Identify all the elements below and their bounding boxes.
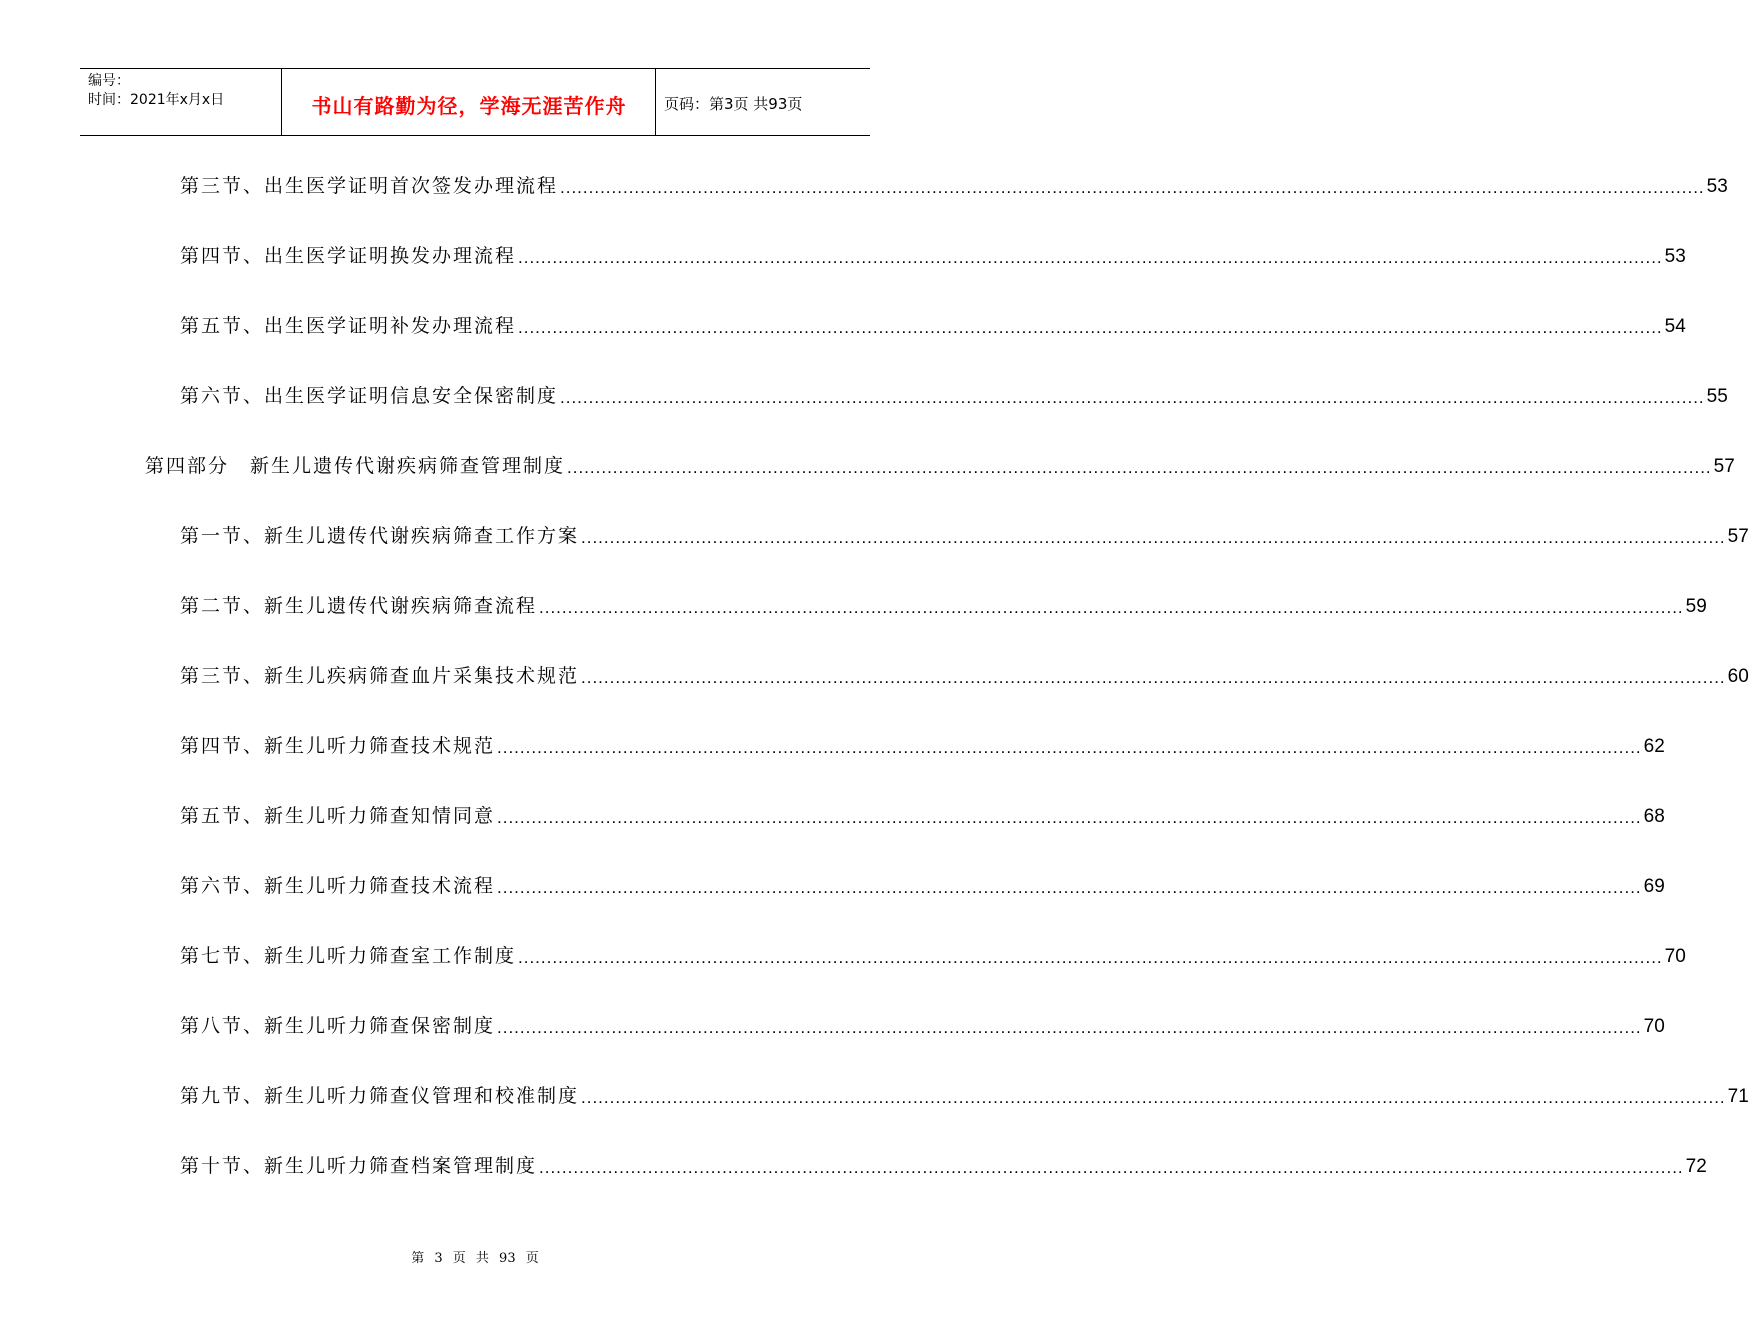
toc-dot-leader: ........................................................................................................................................................................................................	[497, 1018, 1642, 1037]
toc-entry-title: 第四部分 新生儿遗传代谢疾病筛查管理制度	[145, 455, 566, 477]
toc-entry-title: 第一节、新生儿遗传代谢疾病筛查工作方案	[180, 525, 580, 547]
page-footer: 第 3 页 共 93 页	[411, 1251, 539, 1266]
toc-dot-leader: ........................................................................................................................................................................................................	[539, 598, 1684, 617]
toc-entry[interactable]	[180, 798, 1665, 828]
toc-entry[interactable]	[180, 238, 1686, 268]
toc-entry[interactable]	[180, 1008, 1665, 1038]
toc-entry[interactable]	[180, 1148, 1707, 1178]
toc-entry-page: 55	[1706, 386, 1728, 407]
toc-entry-title: 第三节、新生儿疾病筛查血片采集技术规范	[180, 665, 580, 687]
toc-entry-title: 第五节、出生医学证明补发办理流程	[180, 315, 517, 337]
toc-dot-leader: ........................................................................................................................................................................................................	[581, 1088, 1726, 1107]
toc-entry[interactable]	[180, 658, 1749, 688]
toc-entry[interactable]	[180, 868, 1665, 898]
toc-entry-title: 第七节、新生儿听力筛查室工作制度	[180, 945, 517, 967]
toc-entry-page: 72	[1685, 1156, 1707, 1177]
toc-dot-leader: ........................................................................................................................................................................................................	[560, 178, 1705, 197]
toc-entry[interactable]	[180, 308, 1686, 338]
toc-entry-page: 59	[1685, 596, 1707, 617]
toc-entry-page: 57	[1727, 526, 1749, 547]
toc-entry-title: 第十节、新生儿听力筛查档案管理制度	[180, 1155, 538, 1177]
toc-dot-leader: ........................................................................................................................................................................................................	[518, 318, 1663, 337]
toc-entry-page: 60	[1727, 666, 1749, 687]
toc-dot-leader: ........................................................................................................................................................................................................	[539, 1158, 1684, 1177]
toc-dot-leader: ........................................................................................................................................................................................................	[518, 248, 1663, 267]
toc-entry[interactable]	[180, 938, 1686, 968]
toc-entry-title: 第六节、新生儿听力筛查技术流程	[180, 875, 496, 897]
toc-entry-page: 70	[1664, 946, 1686, 967]
toc-entry-title: 第三节、出生医学证明首次签发办理流程	[180, 175, 559, 197]
toc-entry[interactable]	[180, 588, 1707, 618]
toc-entry-title: 第四节、出生医学证明换发办理流程	[180, 245, 517, 267]
header-page-info: 页码：第3页 共93页	[664, 95, 803, 113]
toc-entry[interactable]	[180, 168, 1728, 198]
toc-dot-leader: ........................................................................................................................................................................................................	[497, 878, 1642, 897]
toc-entry-page: 57	[1713, 456, 1735, 477]
toc-entry-title: 第二节、新生儿遗传代谢疾病筛查流程	[180, 595, 538, 617]
toc-dot-leader: ........................................................................................................................................................................................................	[497, 738, 1642, 757]
toc-entry-page: 68	[1643, 806, 1665, 827]
toc-entry[interactable]	[180, 378, 1728, 408]
toc-dot-leader: ........................................................................................................................................................................................................	[560, 388, 1705, 407]
toc-entry-page: 53	[1706, 176, 1728, 197]
toc-dot-leader: ........................................................................................................................................................................................................	[497, 808, 1642, 827]
toc-entry-page: 70	[1643, 1016, 1665, 1037]
toc-dot-leader: ........................................................................................................................................................................................................	[567, 458, 1712, 477]
toc-entry[interactable]	[180, 1078, 1749, 1108]
toc-entry-page: 71	[1727, 1086, 1749, 1107]
toc-entry-title: 第四节、新生儿听力筛查技术规范	[180, 735, 496, 757]
toc-entry-title: 第九节、新生儿听力筛查仪管理和校准制度	[180, 1085, 580, 1107]
toc-entry-title: 第八节、新生儿听力筛查保密制度	[180, 1015, 496, 1037]
document-time: 时间：2021年x月x日	[88, 92, 225, 108]
toc-dot-leader: ........................................................................................................................................................................................................	[518, 948, 1663, 967]
toc-entry-page: 54	[1664, 316, 1686, 337]
document-number-label: 编号：	[88, 73, 130, 89]
toc-entry-title: 第六节、出生医学证明信息安全保密制度	[180, 385, 559, 407]
toc-entry-page: 62	[1643, 736, 1665, 757]
toc-entry[interactable]	[180, 728, 1665, 758]
header-motto: 书山有路勤为径，学海无涯苦作舟	[311, 94, 627, 118]
toc-dot-leader: ........................................................................................................................................................................................................	[581, 668, 1726, 687]
toc-entry[interactable]	[145, 448, 1735, 478]
toc-entry-page: 53	[1664, 246, 1686, 267]
toc-entry-title: 第五节、新生儿听力筛查知情同意	[180, 805, 496, 827]
toc-entry-page: 69	[1643, 876, 1665, 897]
toc-dot-leader: ........................................................................................................................................................................................................	[581, 528, 1726, 547]
toc-entry[interactable]	[180, 518, 1749, 548]
